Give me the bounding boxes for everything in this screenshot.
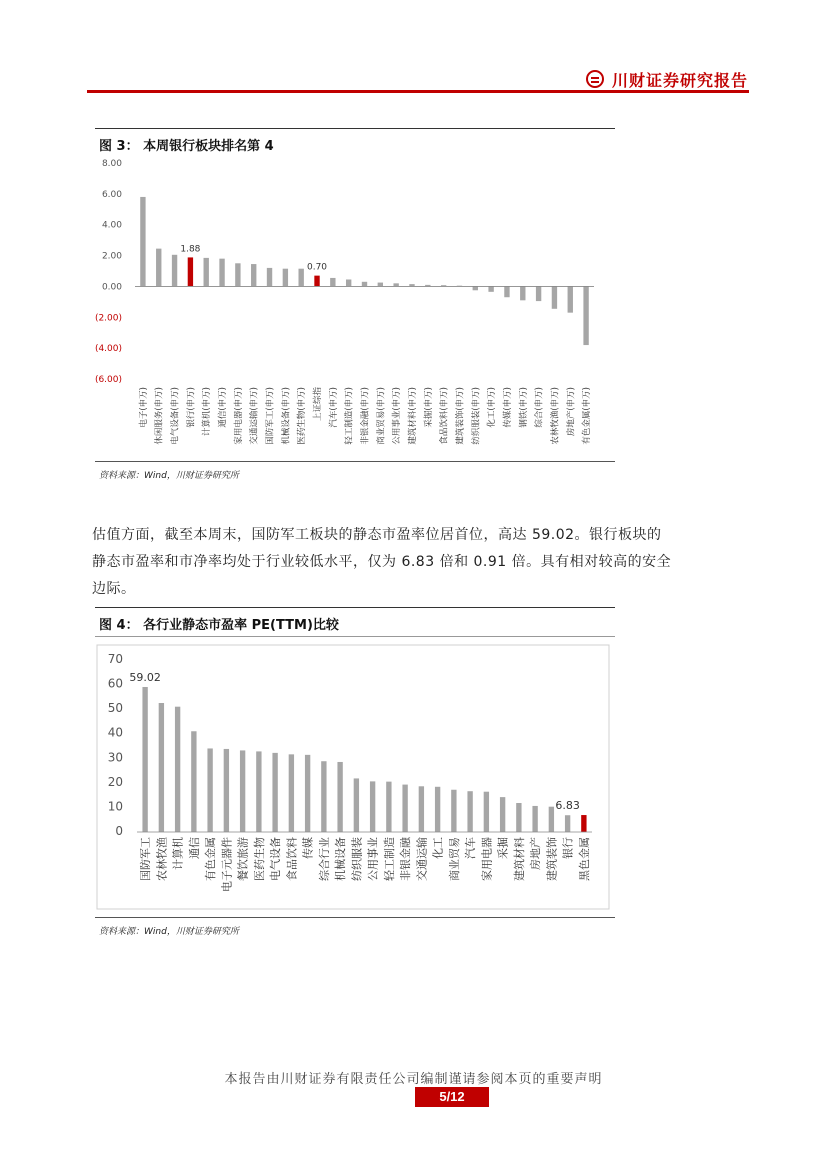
fig4-chart (95, 641, 615, 913)
bar (488, 286, 493, 291)
company-logo-icon (586, 70, 604, 88)
bar (354, 778, 359, 832)
x-category-label: 轻工制造 (382, 837, 396, 881)
bar (583, 286, 588, 345)
bar (419, 786, 424, 832)
x-category-label: 电子元器件 (220, 837, 234, 892)
footer-disclaimer: 本报告由川财证券有限责任公司编制谨请参阅本页的重要声明 (224, 1072, 603, 1087)
x-category-label: 公用事业(申万) (392, 387, 403, 445)
bar (386, 782, 391, 832)
x-category-label: 通信(申万) (218, 387, 229, 428)
x-category-label: 非银金融 (399, 837, 413, 881)
bar (224, 749, 229, 832)
bar (191, 731, 196, 832)
bar (204, 258, 209, 287)
bar (240, 750, 245, 832)
data-label: 1.88 (180, 244, 201, 255)
fig4-top-rule (95, 607, 615, 608)
x-category-label: 电气设备 (269, 837, 283, 881)
x-category-label: 建筑装饰(申万) (455, 387, 466, 445)
paragraph-line-2: 静态市盈率和市净率均处于行业较低水平，仅为 6.83 倍和 0.91 倍。具有相对较高的安全 (92, 554, 672, 570)
x-category-label: 采掘 (496, 837, 510, 859)
fig4-title: 图 4： 各行业静态市盈率 PE(TTM)比较 (99, 618, 339, 633)
fig3-source: 资料来源：Wind，川财证券研究所 (99, 471, 239, 481)
x-category-label: 农林牧渔(申万) (550, 387, 561, 445)
y-tick-label: (4.00) (95, 344, 122, 355)
x-category-label: 传媒(申万) (502, 387, 513, 428)
bar (500, 797, 505, 832)
bar (568, 286, 573, 312)
x-category-label: 家用电器 (480, 837, 494, 881)
x-category-label: 医药生物(申万) (297, 387, 308, 445)
x-category-label: 电子(申万) (138, 387, 149, 428)
bar (235, 263, 240, 286)
bar (451, 790, 456, 832)
x-category-label: 轻工制造(申万) (344, 387, 355, 445)
bar (314, 276, 319, 287)
fig3-chart (95, 152, 615, 460)
x-category-label: 食品饮料 (285, 837, 299, 881)
y-tick-label: 4.00 (101, 220, 122, 231)
bar (393, 283, 398, 286)
bar (516, 803, 521, 832)
y-tick-label: 6.00 (101, 189, 122, 200)
bar (337, 762, 342, 832)
bar (219, 259, 224, 287)
bar (272, 753, 277, 832)
x-category-label: 银行(申万) (186, 387, 197, 428)
bar (299, 269, 304, 287)
bar (175, 707, 180, 832)
x-category-label: 综合行业 (317, 837, 331, 881)
bar (346, 279, 351, 286)
bar (536, 286, 541, 301)
bar (142, 687, 147, 832)
bar (435, 787, 440, 832)
x-category-label: 建筑装饰 (545, 837, 559, 881)
fig3-top-rule (95, 128, 615, 129)
bar (484, 792, 489, 832)
header-rule (87, 90, 749, 93)
x-category-label: 纺织服装(申万) (471, 387, 482, 445)
x-category-label: 房地产 (529, 837, 543, 870)
x-category-label: 计算机 (171, 837, 185, 870)
x-category-label: 商业贸易 (447, 837, 461, 881)
bar (549, 807, 554, 832)
x-category-label: 电气设备(申万) (170, 387, 181, 445)
x-category-label: 交通运输 (415, 837, 429, 881)
fig4-bottom-rule (95, 917, 615, 918)
x-category-label: 非银金融(申万) (360, 387, 371, 445)
x-category-label: 化工 (431, 837, 445, 859)
y-tick-label: 40 (107, 725, 123, 740)
x-category-label: 化工(申万) (487, 387, 498, 428)
bar (467, 791, 472, 832)
x-category-label: 商业贸易(申万) (376, 387, 387, 445)
data-label: 59.02 (129, 670, 161, 684)
paragraph-line-3: 边际。 (92, 581, 136, 597)
x-category-label: 上证综指 (313, 387, 324, 422)
bar (520, 286, 525, 300)
y-tick-label: 0.00 (101, 282, 122, 293)
x-category-label: 公用事业 (366, 837, 380, 881)
bar (330, 278, 335, 286)
page-header (0, 60, 827, 100)
bar (581, 815, 586, 832)
y-tick-label: 2.00 (101, 251, 122, 262)
x-category-label: 通信 (187, 837, 201, 859)
y-tick-label: (6.00) (95, 375, 122, 385)
x-category-label: 食品饮料(申万) (439, 387, 450, 445)
bar (305, 755, 310, 832)
y-tick-label: 70 (107, 652, 123, 666)
x-category-label: 纺织服装 (350, 837, 364, 881)
bar (256, 751, 261, 832)
bar (267, 268, 272, 287)
y-tick-label: (2.00) (95, 313, 122, 324)
x-category-label: 建筑材料 (512, 837, 526, 881)
x-category-label: 黑色金属 (577, 837, 591, 881)
x-category-label: 国防军工 (139, 837, 153, 881)
bar (565, 815, 570, 832)
y-tick-label: 0 (115, 824, 123, 838)
x-category-label: 休闲服务(申万) (154, 387, 165, 445)
bar (140, 197, 145, 286)
x-category-label: 采掘(申万) (423, 387, 434, 428)
y-tick-label: 60 (107, 676, 123, 691)
x-category-label: 传媒 (301, 837, 315, 859)
bar (504, 286, 509, 297)
x-category-label: 房地产(申万) (566, 387, 577, 437)
bar (362, 282, 367, 287)
bar (473, 286, 478, 290)
bar (289, 754, 294, 832)
y-tick-label: 10 (107, 799, 123, 814)
fig3-bottom-rule (95, 461, 615, 462)
x-category-label: 机械设备(申万) (281, 387, 292, 445)
x-category-label: 交通运输(申万) (249, 387, 260, 445)
x-category-label: 家用电器(申万) (233, 387, 244, 445)
bar (283, 269, 288, 287)
x-category-label: 国防军工(申万) (265, 387, 276, 445)
paragraph-line-1: 估值方面，截至本周末，国防军工板块的静态市盈率位居首位，高达 59.02。银行板块的 (92, 527, 662, 543)
bar (370, 781, 375, 832)
fig4-title-rule (95, 636, 615, 637)
data-label: 0.70 (306, 262, 328, 273)
brand-name: 川财证券研究报告 (612, 71, 749, 90)
bar (156, 249, 161, 287)
y-tick-label: 50 (107, 701, 123, 716)
y-tick-label: 20 (107, 774, 123, 789)
body-paragraph (92, 522, 740, 603)
x-category-label: 有色金属(申万) (582, 386, 593, 445)
bar (532, 806, 537, 832)
x-category-label: 有色金属 (204, 837, 218, 881)
bar (207, 748, 212, 832)
x-category-label: 银行 (561, 837, 575, 859)
x-category-label: 汽车(申万) (328, 387, 339, 428)
bar (188, 257, 193, 286)
fig3-title: 图 3： 本周银行板块排名第 4 (99, 139, 274, 154)
bar (402, 785, 407, 832)
bar (321, 761, 326, 832)
x-category-label: 钢铁(申万) (518, 387, 529, 428)
x-category-label: 农林牧渔 (155, 837, 169, 881)
bar (378, 283, 383, 287)
page-number: 5/12 (415, 1087, 489, 1107)
y-tick-label: 8.00 (101, 159, 122, 169)
x-category-label: 综合(申万) (534, 387, 545, 428)
x-category-label: 医药生物 (252, 837, 266, 881)
bar (251, 264, 256, 286)
bar (159, 703, 164, 832)
bar (172, 255, 177, 287)
x-category-label: 餐饮旅游 (236, 837, 250, 881)
x-category-label: 汽车 (464, 837, 478, 859)
x-category-label: 计算机(申万) (202, 387, 213, 437)
x-category-label: 建筑材料(申万) (407, 387, 418, 445)
bar (552, 286, 557, 308)
data-label: 6.83 (555, 799, 580, 813)
x-category-label: 机械设备 (334, 837, 348, 881)
y-tick-label: 30 (107, 750, 123, 765)
fig4-source: 资料来源：Wind，川财证券研究所 (99, 927, 239, 937)
